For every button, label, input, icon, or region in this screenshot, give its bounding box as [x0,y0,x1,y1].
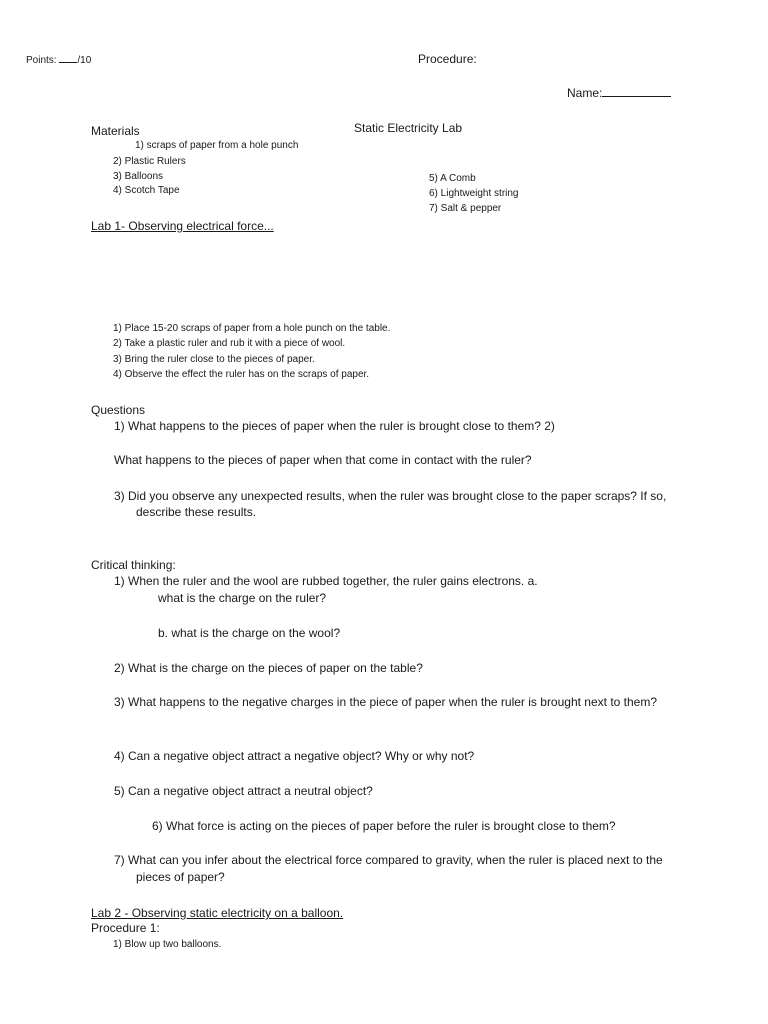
critical-q2: 2) What is the charge on the pieces of paper on the table? [114,661,423,675]
critical-q4: 4) Can a negative object attract a negative object? Why or why not? [114,749,475,763]
material-item: 2) Plastic Rulers [113,156,186,167]
material-item: 5) A Comb [429,173,476,184]
lab1-step: 3) Bring the ruler close to the pieces of paper. [113,354,315,365]
critical-q3: 3) What happens to the negative charges in the piece of paper when the ruler is brought next to them? [114,695,658,709]
page-title: Static Electricity Lab [354,121,463,135]
material-item: 4) Scotch Tape [113,185,180,196]
points-field [26,52,91,66]
questions-heading: Questions [91,403,146,417]
lab2-heading: Lab 2 - Observing static electricity on a balloon. [91,906,344,920]
material-item: 6) Lightweight string [429,188,519,199]
critical-q1-b: b. what is the charge on the wool? [158,626,341,640]
lab1-step: 4) Observe the effect the ruler has on the scraps of paper. [113,369,370,380]
name-blank[interactable] [602,86,671,97]
question-3-line2: describe these results. [136,505,257,519]
critical-q1-line2: what is the charge on the ruler? [158,591,327,605]
points-label: Points: [26,55,57,66]
procedure-label: Procedure: [418,52,477,66]
critical-thinking-heading: Critical thinking: [91,558,176,572]
lab1-step: 2) Take a plastic ruler and rub it with a piece of wool. [113,338,346,349]
critical-q6: 6) What force is acting on the pieces of paper before the ruler is brought close to them? [152,819,616,833]
question-3-line1: 3) Did you observe any unexpected results, when the ruler was brought close to the paper scraps? If so, [114,489,667,503]
critical-q7-line1: 7) What can you infer about the electrical force compared to gravity, when the ruler is placed next to the [114,853,663,867]
points-suffix: /10 [77,55,92,66]
name-label: Name: [567,86,603,100]
critical-q1-line1: 1) When the ruler and the wool are rubbed together, the ruler gains electrons. a. [114,574,538,588]
points-blank[interactable] [59,52,77,63]
critical-q5: 5) Can a negative object attract a neutral object? [114,784,373,798]
critical-q7-line2: pieces of paper? [136,870,225,884]
question-1: 1) What happens to the pieces of paper when the ruler is brought close to them? 2) [114,419,555,433]
lab1-heading: Lab 1- Observing electrical force... [91,219,274,233]
materials-heading: Materials [91,124,140,138]
material-item: 7) Salt & pepper [429,203,502,214]
question-2: What happens to the pieces of paper when that come in contact with the ruler? [114,453,532,467]
material-item: 3) Balloons [113,171,164,182]
lab1-step: 1) Place 15-20 scraps of paper from a hole punch on the table. [113,323,391,334]
lab2-step: 1) Blow up two balloons. [113,939,222,950]
name-field [567,86,671,100]
lab2-procedure-label: Procedure 1: [91,921,160,935]
material-item: 1) scraps of paper from a hole punch [135,140,299,151]
